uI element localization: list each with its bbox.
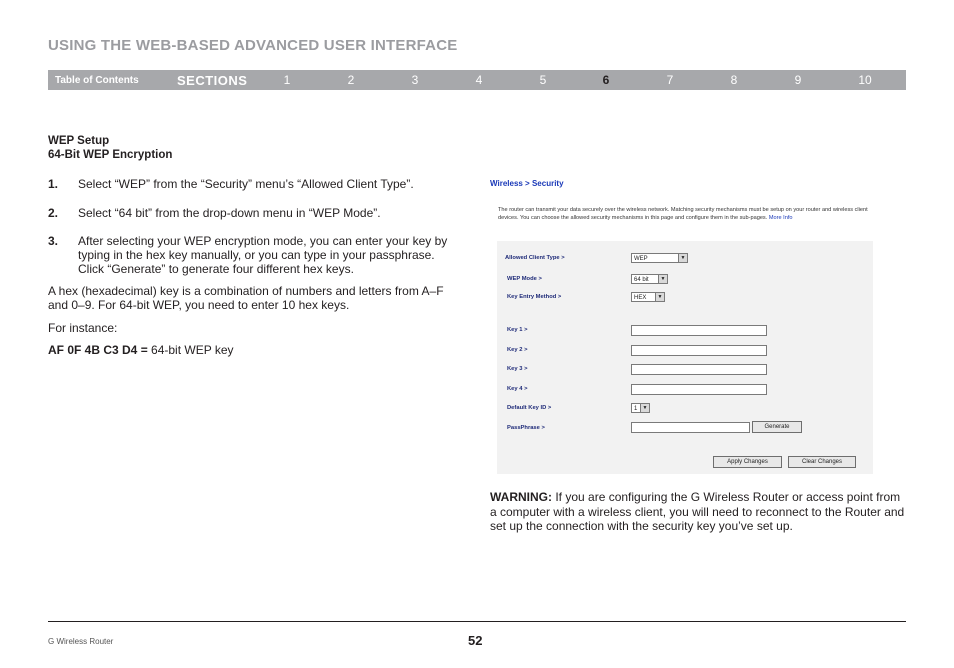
passphrase-input[interactable] — [631, 422, 750, 433]
nav-section-5[interactable]: 5 — [539, 73, 547, 87]
example-line — [48, 343, 458, 357]
key-4-label: Key 4 > — [507, 386, 528, 392]
nav-table-of-contents[interactable]: Table of Contents — [55, 75, 139, 86]
key-entry-method-label: Key Entry Method > — [507, 294, 562, 300]
step-number: 1. — [48, 177, 59, 191]
screenshot-breadcrumb: Wireless > Security — [490, 179, 564, 188]
nav-section-6[interactable]: 6 — [602, 73, 610, 87]
wep-mode-value: 64 bit — [634, 277, 649, 283]
wep-mode-select[interactable] — [631, 274, 668, 284]
step-number: 3. — [48, 234, 59, 248]
allowed-client-type-select[interactable] — [631, 253, 688, 263]
key-entry-method-select[interactable] — [631, 292, 665, 302]
warning-text: If you are configuring the G Wireless Router or access point from a computer with a wireless client, you will need to reconnect to the Router and set up the connection with the security key you’ve set up. — [490, 490, 905, 533]
section-heading: WEP Setup — [48, 135, 110, 147]
example-description: 64-bit WEP key — [147, 343, 234, 357]
passphrase-label: PassPhrase > — [507, 425, 545, 431]
nav-section-4[interactable]: 4 — [475, 73, 483, 87]
security-settings-panel — [497, 241, 873, 474]
step-text: After selecting your WEP encryption mode, you can enter your key by typing in the hex key manually, or you can type in your passphrase. Click “Generate” to generate four different hex keys. — [78, 234, 448, 276]
key-1-label: Key 1 > — [507, 327, 528, 333]
default-key-id-value: 1 — [634, 406, 638, 412]
page-header-title: USING THE WEB-BASED ADVANCED USER INTERFACE — [48, 37, 458, 54]
key-3-input[interactable] — [631, 364, 767, 375]
key-4-input[interactable] — [631, 384, 767, 395]
subsection-heading: 64-Bit WEP Encryption — [48, 149, 173, 161]
router-security-screenshot — [490, 170, 878, 475]
default-key-id-select[interactable] — [631, 403, 650, 413]
allowed-client-type-label: Allowed Client Type > — [505, 255, 565, 261]
allowed-client-type-value: WEP — [634, 256, 648, 262]
key-1-input[interactable] — [631, 325, 767, 336]
dropdown-arrow-icon: ▼ — [655, 293, 664, 301]
nav-sections-label: SECTIONS — [177, 73, 248, 88]
generate-button[interactable]: Generate — [752, 421, 802, 433]
wep-mode-label: WEP Mode > — [507, 276, 542, 282]
key-3-label: Key 3 > — [507, 366, 528, 372]
nav-section-3[interactable]: 3 — [411, 73, 419, 87]
example-key: AF 0F 4B C3 D4 = — [48, 343, 148, 357]
instance-label: For instance: — [48, 321, 118, 335]
footer-product-name: G Wireless Router — [48, 637, 114, 646]
nav-section-7[interactable]: 7 — [666, 73, 674, 87]
step-text: Select “WEP” from the “Security” menu’s “Allowed Client Type”. — [78, 177, 414, 191]
default-key-id-label: Default Key ID > — [507, 405, 552, 411]
nav-section-10[interactable]: 10 — [858, 73, 872, 87]
nav-section-8[interactable]: 8 — [730, 73, 738, 87]
nav-section-2[interactable]: 2 — [347, 73, 355, 87]
clear-changes-button[interactable]: Clear Changes — [788, 456, 856, 468]
key-entry-method-value: HEX — [634, 295, 647, 301]
page-number: 52 — [468, 633, 483, 648]
warning-label: WARNING: — [490, 490, 552, 504]
section-nav-bar — [48, 70, 906, 90]
step-number: 2. — [48, 206, 59, 220]
footer-divider — [48, 621, 906, 622]
nav-section-1[interactable]: 1 — [283, 73, 291, 87]
nav-section-9[interactable]: 9 — [794, 73, 802, 87]
key-2-input[interactable] — [631, 345, 767, 356]
description-text: The router can transmit your data securely over the wireless network. Matching security mechanisms must be setup on your router and wireless client devices. You can choose the allowed security mechanisms in this page and configure them in the sub-pages. — [498, 207, 868, 222]
dropdown-arrow-icon: ▼ — [678, 254, 687, 262]
dropdown-arrow-icon: ▼ — [640, 404, 649, 412]
warning-note — [490, 490, 910, 534]
apply-changes-button[interactable]: Apply Changes — [713, 456, 782, 468]
key-2-label: Key 2 > — [507, 347, 528, 353]
more-info-link[interactable]: More Info — [768, 215, 793, 222]
screenshot-description — [498, 206, 868, 223]
dropdown-arrow-icon: ▼ — [658, 275, 667, 283]
hex-explanation: A hex (hexadecimal) key is a combination of numbers and letters from A–F and 0–9. For 64-bit WEP, you need to enter 10 hex keys. — [48, 284, 444, 312]
step-text: Select “64 bit” from the drop-down menu in “WEP Mode”. — [78, 206, 381, 220]
